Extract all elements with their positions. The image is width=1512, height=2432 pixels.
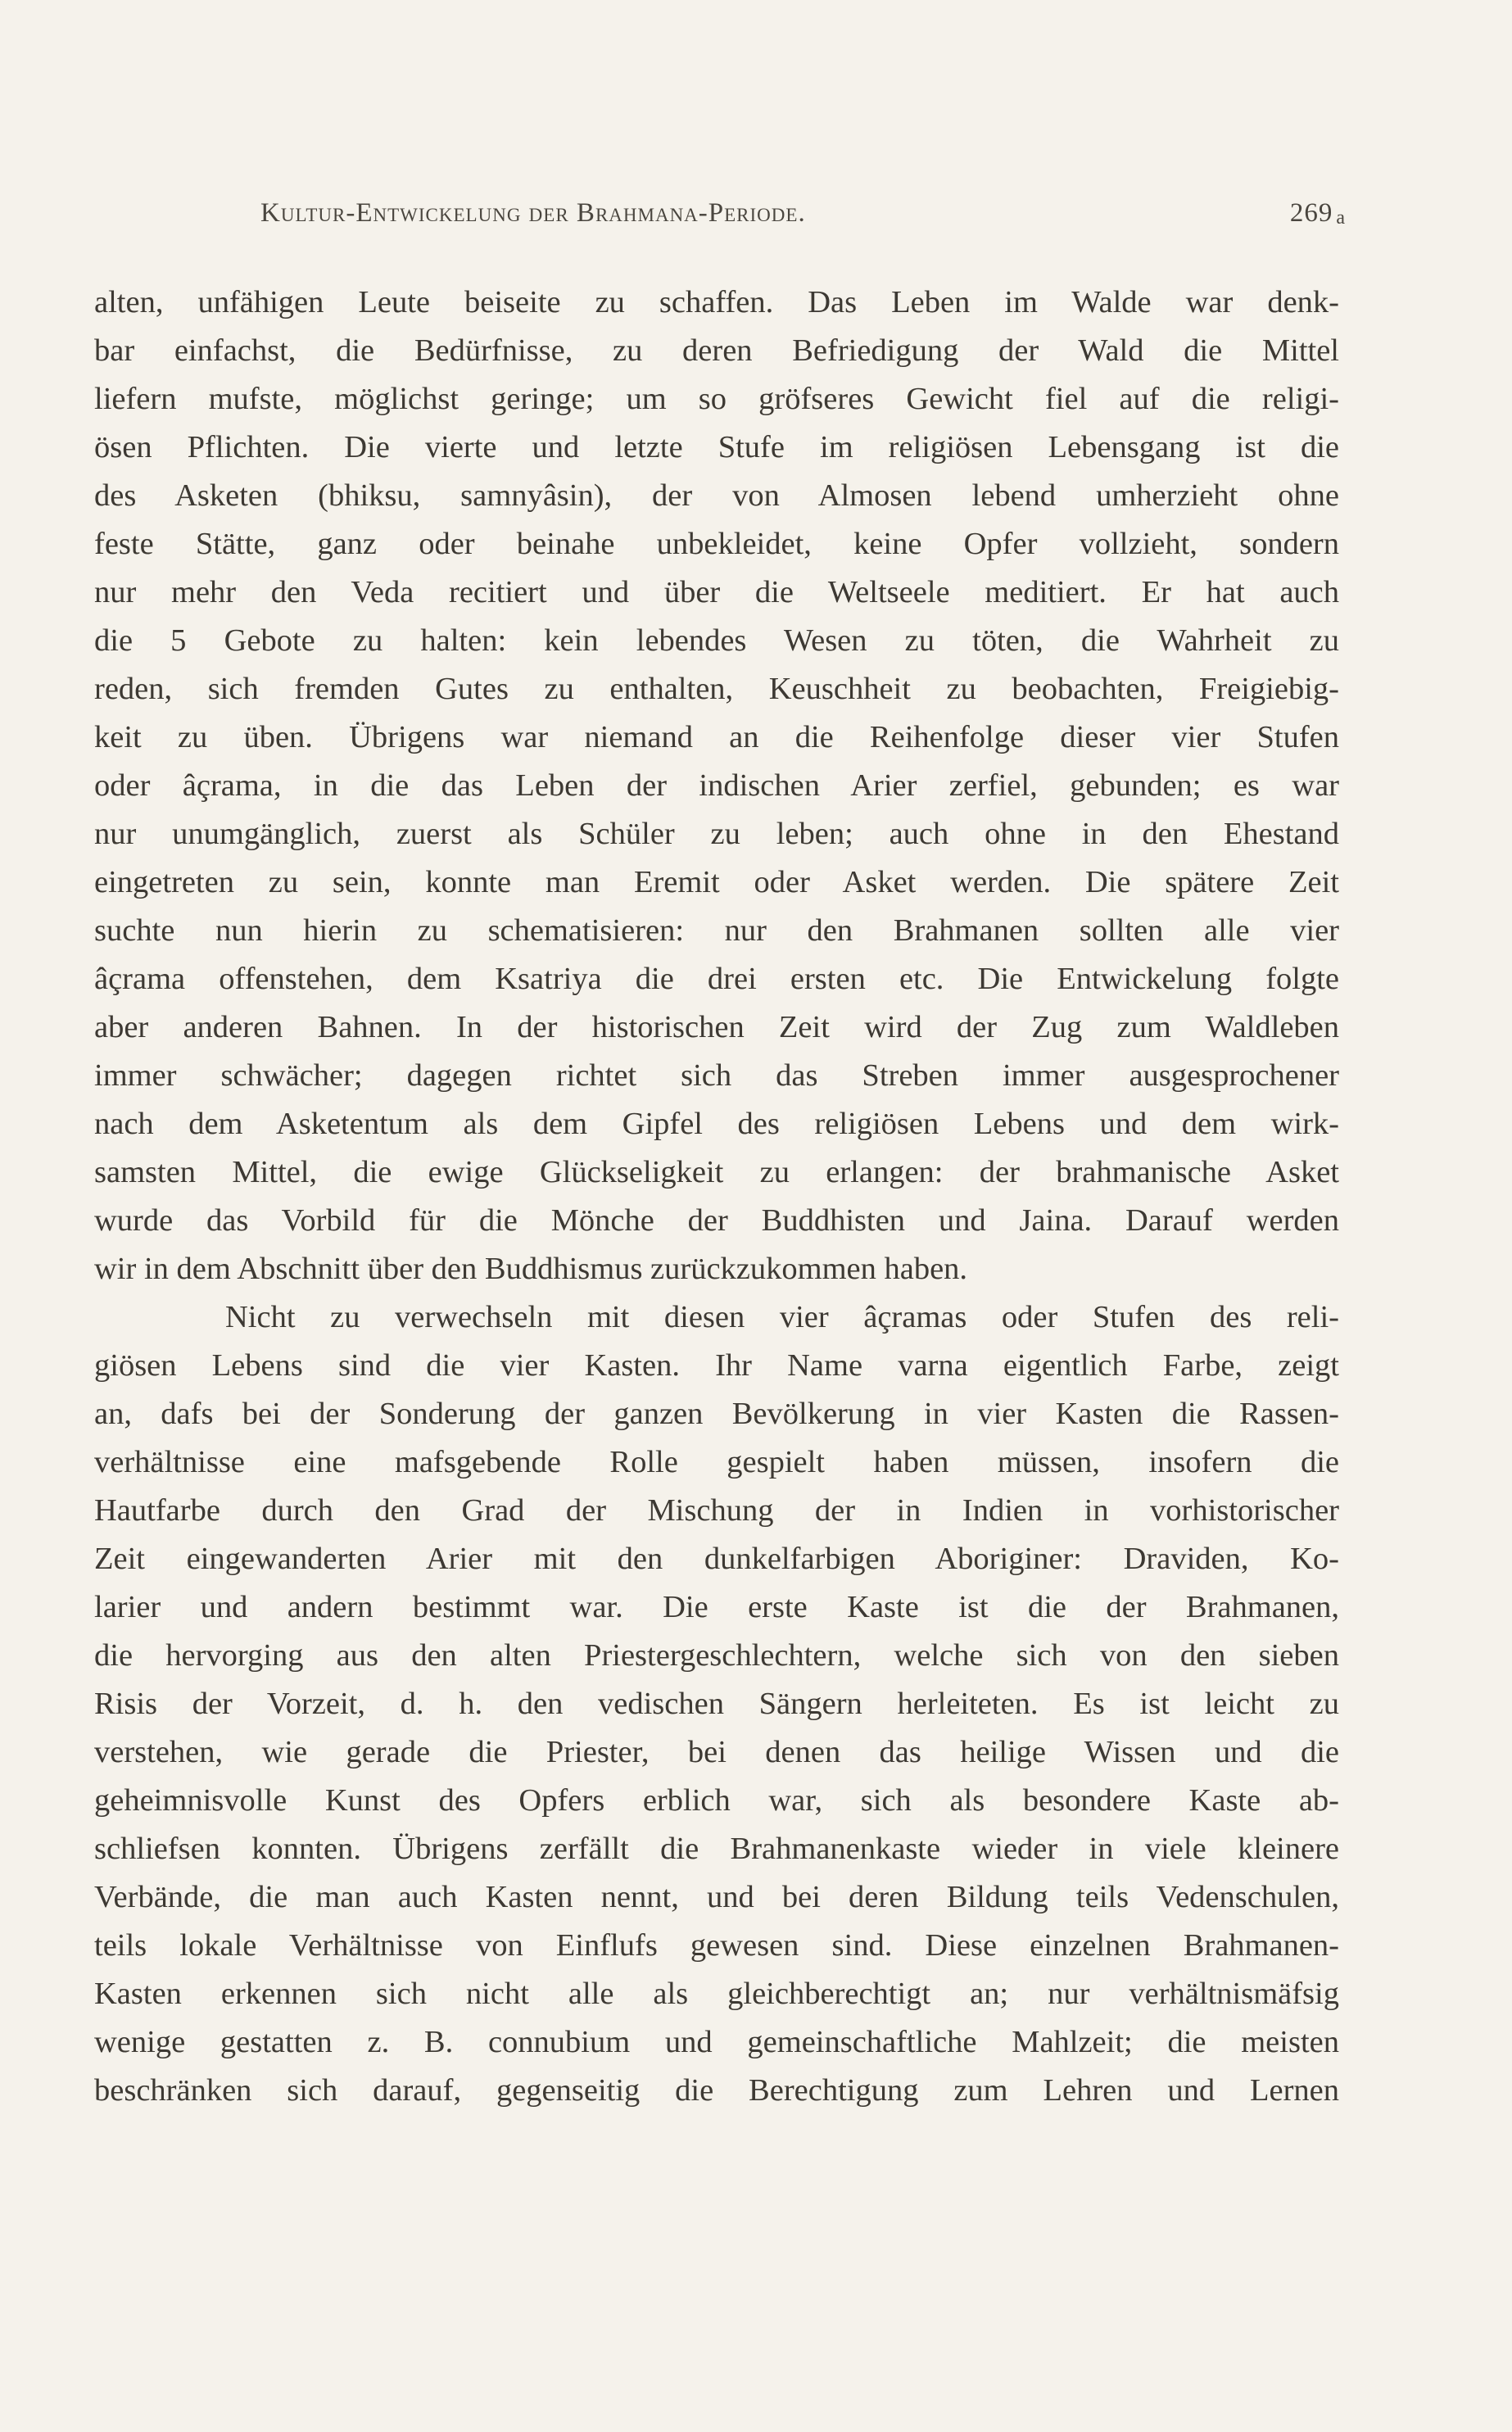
text-line: bar einfachst, die Bedürfnisse, zu deren Befriedigung der Wald die Mittel [94,333,1339,368]
text-line: verhältnisse eine mafsgebende Rolle gespielt haben müssen, insofern die [94,1445,1339,1479]
text-line: die hervorging aus den alten Priestergeschlechtern, welche sich von den sieben [94,1638,1339,1673]
text-line: Kasten erkennen sich nicht alle als gleichberechtigt an; nur verhältnismäfsig [94,1977,1339,2011]
text-line: immer schwächer; dagegen richtet sich das Streben immer ausgesprochener [94,1058,1339,1093]
text-line: oder âçrama, in die das Leben der indischen Arier zerfiel, gebunden; es war [94,768,1339,803]
text-line: verstehen, wie gerade die Priester, bei denen das heilige Wissen und die [94,1735,1339,1769]
page-number-suffix: a [1336,207,1346,229]
text-line: wir in dem Abschnitt über den Buddhismus zurückzukommen haben. [94,1252,968,1286]
running-head [260,198,1346,247]
text-line: aber anderen Bahnen. In der historischen Zeit wird der Zug zum Waldleben [94,1010,1339,1044]
text-line: eingetreten zu sein, konnte man Eremit oder Asket werden. Die spätere Zeit [94,865,1339,899]
text-line: wurde das Vorbild für die Mönche der Buddhisten und Jaina. Darauf werden [94,1203,1339,1238]
text-line: reden, sich fremden Gutes zu enthalten, Keuschheit zu beobachten, Freigiebig- [94,672,1339,706]
text-line: samsten Mittel, die ewige Glückseligkeit zu erlangen: der brahmanische Asket [94,1155,1339,1189]
text-line: liefern mufste, möglichst geringe; um so gröfseres Gewicht fiel auf die religi- [94,382,1339,416]
text-line: wenige gestatten z. B. connubium und gemeinschaftliche Mahlzeit; die meisten [94,2025,1339,2059]
text-line: Nicht zu verwechseln mit diesen vier âçramas oder Stufen des reli- [225,1300,1339,1334]
chapter-title: Kultur-Entwickelung der Brahmana-Periode. [260,198,806,228]
text-line: âçrama offenstehen, dem Ksatriya die drei ersten etc. Die Entwickelung folgte [94,962,1339,996]
text-line: schliefsen konnten. Übrigens zerfällt die Brahmanenkaste wieder in viele kleinere [94,1832,1339,1866]
text-line: teils lokale Verhältnisse von Einflufs gewesen sind. Diese einzelnen Brahmanen- [94,1928,1339,1963]
text-line: des Asketen (bhiksu, samnyâsin), der von Almosen lebend umherzieht ohne [94,478,1339,513]
text-line: die 5 Gebote zu halten: kein lebendes Wesen zu töten, die Wahrheit zu [94,623,1339,658]
page-number: 269 [1289,198,1333,228]
text-line: Risis der Vorzeit, d. h. den vedischen Sängern herleiteten. Es ist leicht zu [94,1687,1339,1721]
text-line: beschränken sich darauf, gegenseitig die Berechtigung zum Lehren und Lernen [94,2073,1339,2108]
text-line: an, dafs bei der Sonderung der ganzen Bevölkerung in vier Kasten die Rassen- [94,1397,1339,1431]
text-line: feste Stätte, ganz oder beinahe unbekleidet, keine Opfer vollzieht, sondern [94,527,1339,561]
text-line: Verbände, die man auch Kasten nennt, und bei deren Bildung teils Vedenschulen, [94,1880,1339,1914]
text-line: nur mehr den Veda recitiert und über die Weltseele meditiert. Er hat auch [94,575,1339,609]
text-line: suchte nun hierin zu schematisieren: nur den Brahmanen sollten alle vier [94,913,1339,948]
text-line: nur unumgänglich, zuerst als Schüler zu leben; auch ohne in den Ehestand [94,817,1339,851]
text-line: keit zu üben. Übrigens war niemand an die Reihenfolge dieser vier Stufen [94,720,1339,754]
page-number-group [1290,198,1346,229]
text-line: alten, unfähigen Leute beiseite zu schaffen. Das Leben im Walde war denk- [94,285,1339,319]
text-line: giösen Lebens sind die vier Kasten. Ihr Name varna eigentlich Farbe, zeigt [94,1348,1339,1383]
text-line: Hautfarbe durch den Grad der Mischung der in Indien in vorhistorischer [94,1493,1339,1528]
text-line: geheimnisvolle Kunst des Opfers erblich war, sich als besondere Kaste ab- [94,1783,1339,1818]
text-line: larier und andern bestimmt war. Die erste Kaste ist die der Brahmanen, [94,1590,1339,1624]
text-line: ösen Pflichten. Die vierte und letzte Stufe im religiösen Lebensgang ist die [94,430,1339,464]
text-line: Zeit eingewanderten Arier mit den dunkelfarbigen Aboriginer: Draviden, Ko- [94,1542,1339,1576]
text-line: nach dem Asketentum als dem Gipfel des religiösen Lebens und dem wirk- [94,1107,1339,1141]
